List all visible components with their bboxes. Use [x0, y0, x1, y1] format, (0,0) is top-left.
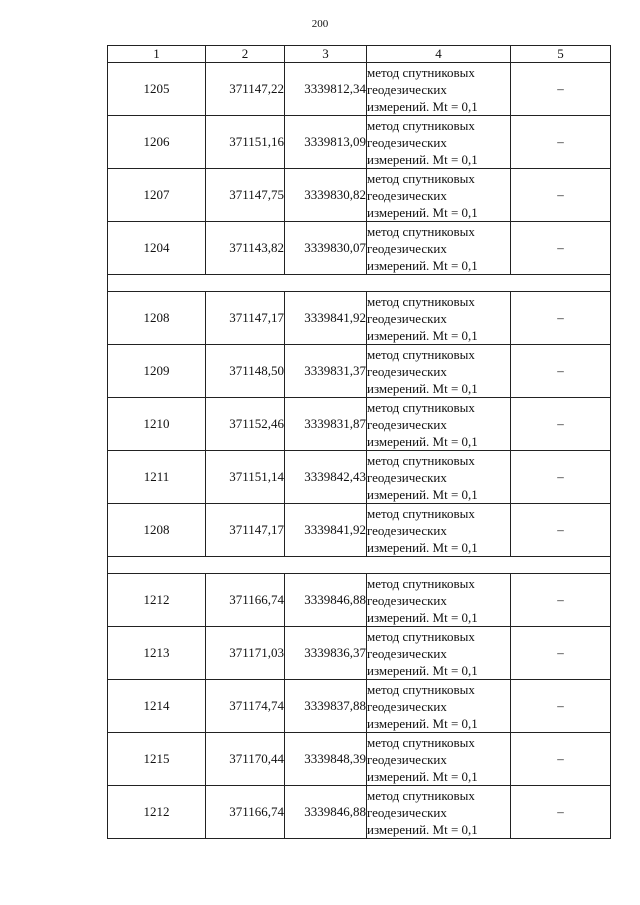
- method-line: измерений. Mt = 0,1: [367, 433, 478, 449]
- y-coordinate-cell: 3339830,82: [285, 169, 367, 222]
- method-line: измерений. Mt = 0,1: [367, 539, 478, 555]
- point-number-cell: 1208: [108, 504, 206, 557]
- note-cell: –: [511, 292, 611, 345]
- note-cell: –: [511, 574, 611, 627]
- point-number-cell: 1208: [108, 292, 206, 345]
- note-cell: –: [511, 222, 611, 275]
- separator-cell: [108, 557, 611, 574]
- method-line: метод спутниковых: [367, 575, 475, 591]
- y-coordinate-cell: 3339831,87: [285, 398, 367, 451]
- y-coordinate-cell: 3339812,34: [285, 63, 367, 116]
- method-line: геодезических: [367, 240, 447, 256]
- method-line: метод спутниковых: [367, 399, 475, 415]
- note-cell: –: [511, 116, 611, 169]
- x-coordinate-cell: 371152,46: [206, 398, 285, 451]
- method-line: измерений. Mt = 0,1: [367, 204, 478, 220]
- x-coordinate-cell: 371148,50: [206, 345, 285, 398]
- x-coordinate-cell: 371166,74: [206, 786, 285, 839]
- y-coordinate-cell: 3339842,43: [285, 451, 367, 504]
- method-cell: [367, 504, 511, 557]
- x-coordinate-cell: 371170,44: [206, 733, 285, 786]
- table-row: [108, 451, 611, 504]
- method-line: измерений. Mt = 0,1: [367, 380, 478, 396]
- point-number-cell: 1214: [108, 680, 206, 733]
- method-cell: [367, 733, 511, 786]
- method-cell: [367, 222, 511, 275]
- x-coordinate-cell: 371174,74: [206, 680, 285, 733]
- point-number-cell: 1213: [108, 627, 206, 680]
- method-line: метод спутниковых: [367, 170, 475, 186]
- x-coordinate-cell: 371147,17: [206, 292, 285, 345]
- method-line: геодезических: [367, 310, 447, 326]
- method-line: метод спутниковых: [367, 628, 475, 644]
- column-header: 2: [206, 46, 285, 63]
- method-line: геодезических: [367, 469, 447, 485]
- coordinates-table: [107, 45, 611, 839]
- method-line: геодезических: [367, 751, 447, 767]
- page-number: 200: [311, 18, 329, 30]
- method-line: метод спутниковых: [367, 293, 475, 309]
- table-row: [108, 786, 611, 839]
- table-row: [108, 345, 611, 398]
- point-number-cell: 1205: [108, 63, 206, 116]
- method-line: метод спутниковых: [367, 223, 475, 239]
- column-header: 5: [511, 46, 611, 63]
- point-number-cell: 1204: [108, 222, 206, 275]
- x-coordinate-cell: 371147,75: [206, 169, 285, 222]
- method-line: геодезических: [367, 81, 447, 97]
- point-number-cell: 1212: [108, 786, 206, 839]
- table-row: [108, 680, 611, 733]
- column-header: 4: [367, 46, 511, 63]
- method-line: метод спутниковых: [367, 787, 475, 803]
- y-coordinate-cell: 3339846,88: [285, 574, 367, 627]
- y-coordinate-cell: 3339830,07: [285, 222, 367, 275]
- method-line: метод спутниковых: [367, 346, 475, 362]
- method-line: измерений. Mt = 0,1: [367, 821, 478, 837]
- point-number-cell: 1211: [108, 451, 206, 504]
- note-cell: –: [511, 169, 611, 222]
- point-number-cell: 1210: [108, 398, 206, 451]
- y-coordinate-cell: 3339837,88: [285, 680, 367, 733]
- y-coordinate-cell: 3339831,37: [285, 345, 367, 398]
- method-line: метод спутниковых: [367, 452, 475, 468]
- note-cell: –: [511, 786, 611, 839]
- method-line: измерений. Mt = 0,1: [367, 98, 478, 114]
- point-number-cell: 1207: [108, 169, 206, 222]
- note-cell: –: [511, 345, 611, 398]
- method-line: геодезических: [367, 522, 447, 538]
- y-coordinate-cell: 3339848,39: [285, 733, 367, 786]
- method-line: метод спутниковых: [367, 505, 475, 521]
- method-cell: [367, 63, 511, 116]
- x-coordinate-cell: 371166,74: [206, 574, 285, 627]
- x-coordinate-cell: 371143,82: [206, 222, 285, 275]
- method-line: метод спутниковых: [367, 681, 475, 697]
- table-row: [108, 222, 611, 275]
- method-line: измерений. Mt = 0,1: [367, 768, 478, 784]
- y-coordinate-cell: 3339836,37: [285, 627, 367, 680]
- table-header-row: [108, 46, 611, 63]
- method-line: метод спутниковых: [367, 64, 475, 80]
- point-number-cell: 1212: [108, 574, 206, 627]
- method-line: геодезических: [367, 134, 447, 150]
- method-line: измерений. Mt = 0,1: [367, 486, 478, 502]
- table-row: [108, 504, 611, 557]
- method-line: измерений. Mt = 0,1: [367, 662, 478, 678]
- x-coordinate-cell: 371151,16: [206, 116, 285, 169]
- note-cell: –: [511, 733, 611, 786]
- point-number-cell: 1206: [108, 116, 206, 169]
- method-line: измерений. Mt = 0,1: [367, 257, 478, 273]
- note-cell: –: [511, 680, 611, 733]
- y-coordinate-cell: 3339841,92: [285, 504, 367, 557]
- method-line: геодезических: [367, 698, 447, 714]
- method-line: геодезических: [367, 363, 447, 379]
- table-row: [108, 627, 611, 680]
- note-cell: –: [511, 63, 611, 116]
- separator-row: [108, 275, 611, 292]
- y-coordinate-cell: 3339846,88: [285, 786, 367, 839]
- table-row: [108, 63, 611, 116]
- y-coordinate-cell: 3339841,92: [285, 292, 367, 345]
- column-header: 1: [108, 46, 206, 63]
- method-line: измерений. Mt = 0,1: [367, 151, 478, 167]
- table-body: [108, 63, 611, 839]
- method-cell: [367, 451, 511, 504]
- table-row: [108, 116, 611, 169]
- table-row: [108, 169, 611, 222]
- note-cell: –: [511, 627, 611, 680]
- table-row: [108, 398, 611, 451]
- note-cell: –: [511, 398, 611, 451]
- method-line: геодезических: [367, 416, 447, 432]
- point-number-cell: 1209: [108, 345, 206, 398]
- x-coordinate-cell: 371147,17: [206, 504, 285, 557]
- method-cell: [367, 169, 511, 222]
- x-coordinate-cell: 371147,22: [206, 63, 285, 116]
- method-cell: [367, 345, 511, 398]
- method-cell: [367, 398, 511, 451]
- method-cell: [367, 627, 511, 680]
- method-line: геодезических: [367, 645, 447, 661]
- point-number-cell: 1215: [108, 733, 206, 786]
- method-cell: [367, 680, 511, 733]
- x-coordinate-cell: 371151,14: [206, 451, 285, 504]
- method-cell: [367, 574, 511, 627]
- method-cell: [367, 292, 511, 345]
- note-cell: –: [511, 504, 611, 557]
- y-coordinate-cell: 3339813,09: [285, 116, 367, 169]
- method-line: измерений. Mt = 0,1: [367, 327, 478, 343]
- method-cell: [367, 786, 511, 839]
- x-coordinate-cell: 371171,03: [206, 627, 285, 680]
- method-line: геодезических: [367, 187, 447, 203]
- method-line: геодезических: [367, 592, 447, 608]
- separator-cell: [108, 275, 611, 292]
- method-line: геодезических: [367, 804, 447, 820]
- method-line: метод спутниковых: [367, 734, 475, 750]
- column-header: 3: [285, 46, 367, 63]
- table-row: [108, 733, 611, 786]
- table-row: [108, 574, 611, 627]
- method-cell: [367, 116, 511, 169]
- separator-row: [108, 557, 611, 574]
- method-line: измерений. Mt = 0,1: [367, 715, 478, 731]
- note-cell: –: [511, 451, 611, 504]
- table-row: [108, 292, 611, 345]
- method-line: измерений. Mt = 0,1: [367, 609, 478, 625]
- method-line: метод спутниковых: [367, 117, 475, 133]
